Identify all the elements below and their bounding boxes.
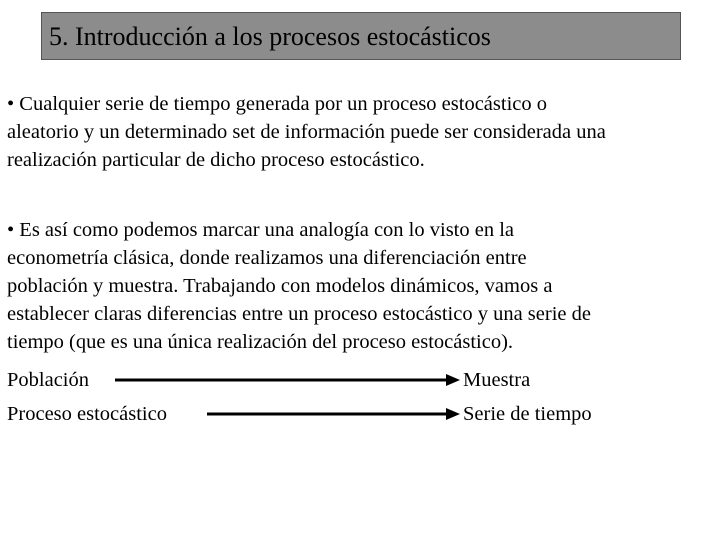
mapping-source-label: Población (7, 369, 89, 391)
bullet-1-line-3: realización particular de dicho proceso estocástico. (7, 149, 425, 171)
mapping-row-proceso (7, 400, 715, 428)
slide-title: 5. Introducción a los procesos estocásticos (49, 22, 491, 51)
bullet-paragraph-2 (7, 216, 715, 356)
bullet-2-line-3: población y muestra. Trabajando con modelos dinámicos, vamos a (7, 275, 553, 297)
bullet-paragraph-1 (7, 90, 715, 174)
mapping-target-label: Muestra (463, 369, 531, 391)
mapping-source-label: Proceso estocástico (7, 403, 167, 425)
mapping-row-poblacion (7, 366, 715, 394)
bullet-2-line-5: tiempo (que es una única realización del proceso estocástico). (7, 331, 514, 353)
bullet-2-line-1: • Es así como podemos marcar una analogía con lo visto en la (7, 219, 515, 241)
bullet-2-line-4: establecer claras diferencias entre un proceso estocástico y una serie de (7, 303, 591, 325)
right-arrow-icon (115, 373, 460, 387)
bullet-1-line-1: • Cualquier serie de tiempo generada por un proceso estocástico o (7, 93, 547, 115)
right-arrow-icon (207, 407, 460, 421)
mapping-target-label: Serie de tiempo (463, 403, 592, 425)
bullet-1-line-2: aleatorio y un determinado set de información puede ser considerada una (7, 121, 606, 143)
bullet-2-line-2: econometría clásica, donde realizamos una diferenciación entre (7, 247, 527, 269)
slide-title-box (41, 12, 681, 60)
